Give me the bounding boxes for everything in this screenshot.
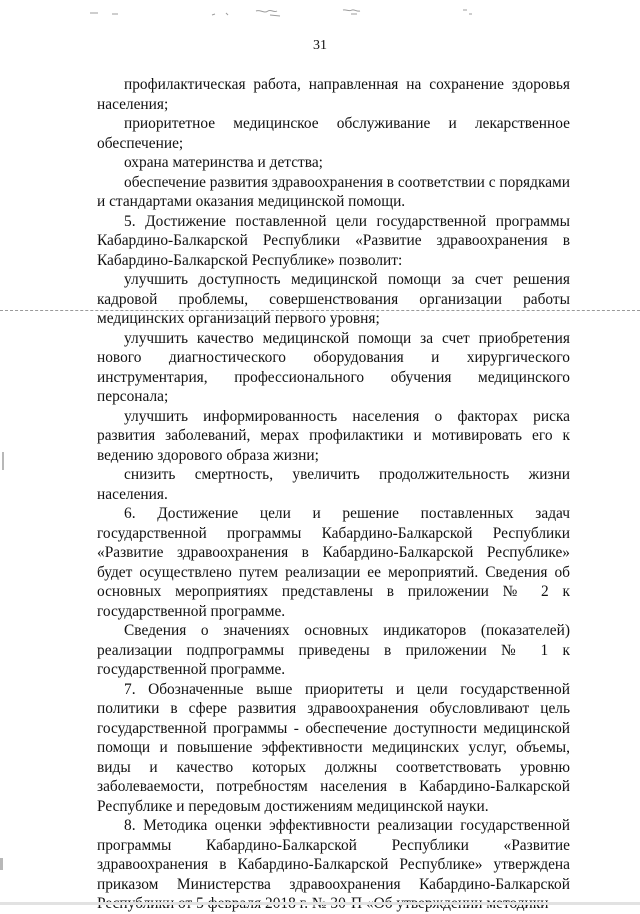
paragraph: обеспечение развития здравоохранения в соответствии с порядками и стандартами оказания медицинской помощи. bbox=[97, 173, 570, 210]
document-body bbox=[97, 75, 570, 914]
left-edge-mark bbox=[2, 452, 4, 470]
paragraph: снизить смертность, увеличить продолжительность жизни населения. bbox=[97, 466, 570, 503]
paragraph: профилактическая работа, направленная на сохранение здоровья населения; bbox=[97, 76, 570, 113]
page-number: 31 bbox=[313, 38, 327, 53]
paragraph: 5. Достижение поставленной цели государственной программы Кабардино-Балкарской Республики «Развитие здравоохранения в Кабардино-Балкарской Республике» позволит: bbox=[97, 212, 570, 269]
paragraph: 8. Методика оценки эффективности реализации государственной программы Кабардино-Балкарской Республики «Развитие здравоохранения в Кабардино-Балкарской Республике» утверждена приказом Министерства здравоохранения Кабардино-Балкарской bbox=[97, 817, 570, 893]
paragraph: приоритетное медицинское обслуживание и лекарственное обеспечение; bbox=[97, 115, 570, 152]
paragraph: улучшить доступность медицинской помощи за счет решения кадровой проблемы, совершенствования организации работы медицинских организаций первого уровня; bbox=[97, 271, 570, 327]
paragraph: улучшить информированность населения о факторах риска развития заболеваний, мерах профилактики и мотивировать его к ведению здорового образа жизни; bbox=[97, 407, 570, 464]
scan-artifacts bbox=[0, 4, 640, 20]
paragraph: 7. Обозначенные выше приоритеты и цели государственной политики в сфере развития здравоохранения обусловливают цель государственной программы - обеспечение доступности медицинской помощи и повышение эффективности медицинских услуг, объемы, виды и качество которых должны соответствовать уровню заболеваемости, потребностям населения в Кабардино-Балкарской Республике и передовым достижениям медицинской науки. bbox=[97, 680, 570, 815]
paragraph: охрана материнства и детства; bbox=[124, 154, 323, 171]
paragraph: 6. Достижение цели и решение поставленных задач государственной программы Кабардино-Балкарской Республики «Развитие здравоохранения в Кабардино-Балкарской Республике» будет осуществлено путем реализации ее мероприятий. Сведения об основных мероприятиях представлены в приложении № 2 к государственной программе. bbox=[97, 505, 570, 620]
paragraph: Сведения о значениях основных индикаторов (показателей) реализации подпрограммы приведены в приложении № 1 к государственной программе. bbox=[97, 622, 570, 678]
left-edge-mark bbox=[0, 858, 3, 870]
scan-line-artifact bbox=[0, 310, 640, 311]
paragraph: улучшить качество медицинской помощи за счет приобретения нового диагностического оборудования и хирургического инструментария, профессионального обучения медицинского персонала; bbox=[97, 329, 570, 405]
